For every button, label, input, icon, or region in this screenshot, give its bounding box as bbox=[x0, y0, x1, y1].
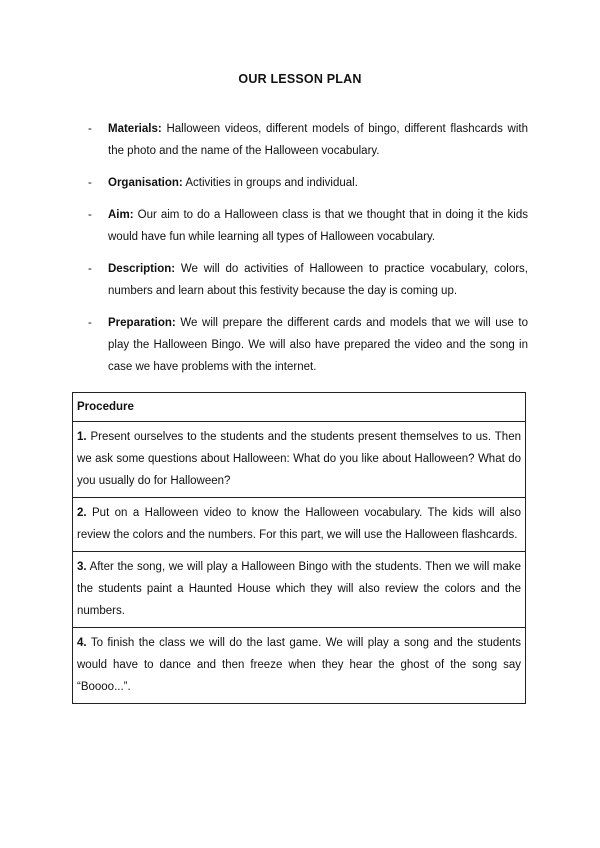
description-item bbox=[86, 258, 528, 302]
step-text: Put on a Halloween video to know the Halloween vocabulary. The kids will also review the colors and the numbers. For this part, we will use the Halloween flashcards. bbox=[77, 507, 521, 541]
step-text: Present ourselves to the students and the students present themselves to us. Then we ask some questions about Halloween: What do you like about Halloween? What do you usually do for Halloween? bbox=[77, 431, 521, 487]
organisation-label: Organisation: bbox=[108, 177, 183, 189]
organisation-text: Activities in groups and individual. bbox=[185, 177, 358, 189]
procedure-step-2 bbox=[73, 497, 525, 551]
procedure-header: Procedure bbox=[77, 401, 134, 413]
bullet-dash: - bbox=[88, 263, 92, 275]
procedure-step-1 bbox=[73, 421, 525, 497]
procedure-step-4 bbox=[73, 627, 525, 703]
step-text: To finish the class we will do the last game. We will play a song and the students would have to dance and then freeze when they hear the ghost of the song say “Boooo...”. bbox=[77, 637, 521, 693]
materials-text: Halloween videos, different models of bingo, different flashcards with the photo and the name of the Halloween vocabulary. bbox=[108, 123, 529, 157]
bullet-dash: - bbox=[88, 123, 92, 135]
description-text: We will do activities of Halloween to practice vocabulary, colors, numbers and learn about this festivity because the day is coming up. bbox=[108, 263, 528, 297]
procedure-step-3 bbox=[73, 551, 525, 627]
organisation-item bbox=[86, 172, 528, 194]
step-text: After the song, we will play a Halloween Bingo with the students. Then we will make the students paint a Haunted House which they will also review the colors and the numbers. bbox=[77, 561, 522, 617]
page-title: OUR LESSON PLAN bbox=[238, 72, 362, 86]
lesson-details-list bbox=[86, 118, 528, 388]
preparation-text: We will prepare the different cards and models that we will use to play the Halloween Bingo. We will also have prepared the video and the song in case we have problems with the internet. bbox=[108, 317, 528, 373]
bullet-dash: - bbox=[88, 317, 92, 329]
step-number: 3. bbox=[77, 561, 87, 573]
preparation-item bbox=[86, 312, 528, 378]
step-number: 2. bbox=[77, 507, 87, 519]
bullet-dash: - bbox=[88, 209, 92, 221]
description-label: Description: bbox=[108, 263, 176, 275]
materials-label: Materials: bbox=[108, 123, 162, 135]
preparation-label: Preparation: bbox=[108, 317, 176, 329]
aim-text: Our aim to do a Halloween class is that we thought that in doing it the kids would have fun while learning all types of Halloween vocabulary. bbox=[108, 209, 528, 243]
aim-label: Aim: bbox=[108, 209, 134, 221]
bullet-dash: - bbox=[88, 177, 92, 189]
procedure-table bbox=[72, 392, 526, 704]
step-number: 4. bbox=[77, 637, 87, 649]
materials-item bbox=[86, 118, 528, 162]
step-number: 1. bbox=[77, 431, 87, 443]
aim-item bbox=[86, 204, 528, 248]
